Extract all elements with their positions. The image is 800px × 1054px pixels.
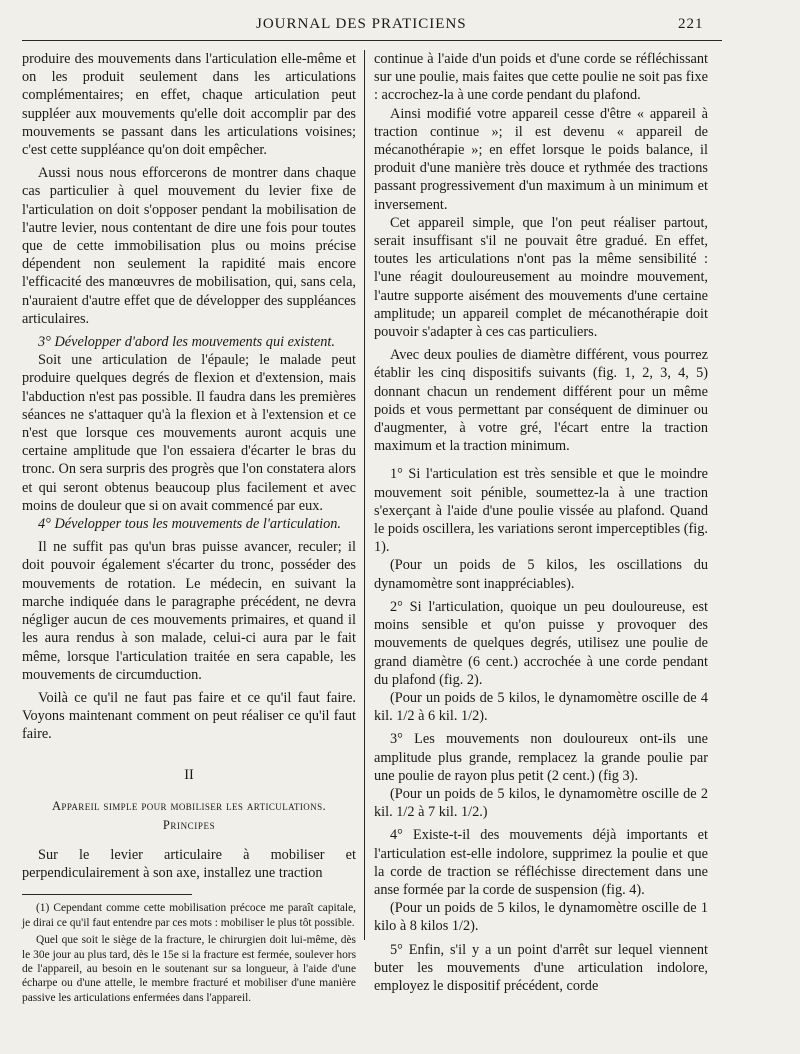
paragraph: Cet appareil simple, que l'on peut réaliser partout, serait insuffisant s'il ne pouvait être gradué. En effet, toutes les articulations n'ont pas la même sensibilité : l'une réagit douloureusement au moindre mouvement, l'autre supporte aisément des mouvements d'une certaine amplitude; un appareil complet de mécanothérapie doit pouvoir s'adapter à ces cas particuliers.	[374, 214, 708, 341]
section-title: Appareil simple pour mobiliser les articulations.	[51, 798, 327, 813]
paragraph: continue à l'aide d'un poids et d'une corde se réfléchissant sur une poulie, mais faites que cette poulie ne soit pas fixe : accrochez-la à une corde pendant du plafond.	[374, 51, 708, 104]
header-rule	[22, 40, 722, 41]
paragraph: Il ne suffit pas qu'un bras puisse avancer, reculer; il doit pouvoir également s'écarter du tronc, posséder des mouvements de rotation. Le médecin, en suivant la marche indiquée dans le paragraphe précédent, ne devra négliger aucun de ces mouvements primaires, et quand il les aura rendus à son malade, celui-ci aura par le fait même, lorsque l'articulation traitée en sera capable, les mouvements de circumduction.	[22, 539, 356, 683]
list-item: 3° Les mouvements non douloureux ont-ils une amplitude plus grande, remplacez la grande poulie par une poulie de rayon plus petit (2 cent.) (fig 3).	[374, 731, 708, 784]
paragraph: (Pour un poids de 5 kilos, le dynamomètre oscille de 2 kil. 1/2 à 7 kil. 1/2.)	[374, 785, 708, 821]
subheading-4	[22, 515, 356, 533]
running-title: JOURNAL DES PRATICIENS	[256, 16, 467, 32]
section-number: II	[184, 766, 194, 783]
section-subtitle: Principes	[162, 817, 216, 832]
subheading-text: 4° Développer tous les mouvements de l'articulation.	[38, 516, 341, 533]
paragraph: produire des mouvements dans l'articulation elle-même et on les produit seulement dans les articulations complémentaires; en effet, chaque articulation peut suppléer aux mouvements qu'elle doit accomplir par des mouvements se passant dans les articulations voisines; c'est cette suppléance qu'on doit empêcher.	[22, 51, 356, 159]
list-item: 1° Si l'articulation est très sensible et que le moindre mouvement soit pénible, soumettez-la à une traction s'exerçant à l'aide d'une poulie vissée au plafond. Quand le poids oscillera, les variations seront imperceptibles (fig. 1).	[374, 466, 708, 556]
list-item: 4° Existe-t-il des mouvements déjà importants et l'articulation est-elle indolore, supprimez la poulie et que la corde de traction se réfléchisse directement dans une anse formée par la corde de suspension (fig. 4).	[374, 827, 708, 898]
paragraph: (Pour un poids de 5 kilos, le dynamomètre oscille de 1 kilo à 8 kilos 1/2).	[374, 900, 708, 935]
paragraph: Sur le levier articulaire à mobiliser et perpendiculairement à son axe, installez une traction	[22, 846, 356, 882]
page-number: 221	[678, 16, 704, 32]
list-item: 2° Si l'articulation, quoique un peu douloureuse, est moins sensible et qu'on puisse y provoquer des mouvements de quelques degrés, utilisez une poulie de grand diamètre (6 cent.) accrochée à une corde pendant du plafond (fig. 2).	[374, 598, 708, 688]
left-column	[22, 50, 356, 1005]
column-divider	[364, 50, 365, 940]
paragraph: (Pour un poids de 5 kilos, les oscillations du dynamomètre sont inappréciables).	[374, 557, 708, 592]
paragraph: Avec deux poulies de diamètre différent, vous pourrez établir les cinq dispositifs suivants (fig. 1, 2, 3, 4, 5) donnant chacun un rendement différent pour un même poids et vous permettant par conséquent de diminuer ou d'augmenter, à votre gré, l'écart entre la traction maximum et la traction minimum.	[374, 347, 708, 455]
paragraph: Ainsi modifié votre appareil cesse d'être « appareil à traction continue »; il est devenu « appareil de mécanothérapie »; en effet lorsque le poids balance, il produit d'une manière très douce et rythmée des tractions passant progressivement d'un maximum à un minimum et inversement.	[374, 105, 708, 213]
right-column	[374, 50, 708, 995]
footnote-rule	[22, 894, 192, 895]
list-item: 5° Enfin, s'il y a un point d'arrêt sur lequel viennent buter les mouvements d'une articulation indolore, employez le dispositif précédent, corde	[374, 941, 708, 994]
footnote: (1) Cependant comme cette mobilisation précoce me paraît capitale, je dirai ce qu'il faut entendre par ces mots : mobiliser le plus tôt possible.	[22, 902, 356, 929]
paragraph: Soit une articulation de l'épaule; le malade peut produire quelques degrés de flexion et d'extension, mais l'abduction n'est pas possible. Il faudra dans les premières séances ne s'attaquer qu'à la flexion et à l'extension et ce n'est que lorsque ces mouvements auront acquis une certaine amplitude que l'on essaiera d'écarter le bras du tronc. On sera surpris des progrès que l'on constatera alors et qui seront obtenus beaucoup plus facilement et avec moins de douleur que si on avait commencé par eux.	[22, 352, 356, 514]
footnote: Quel que soit le siège de la fracture, le chirurgien doit lui-même, dès le 30e jour au plus tard, dès le 15e si la fracture est fermée, soulever hors de l'appareil, au besoin en le soutenant sur sa longueur, à l'aide d'une écharpe ou d'une attelle, le membre fracturé et mobiliser d'une manière passive les articulations enfermées dans l'appareil.	[22, 934, 356, 1004]
paragraph: (Pour un poids de 5 kilos, le dynamomètre oscille de 4 kil. 1/2 à 6 kil. 1/2).	[374, 689, 708, 725]
subheading-3	[22, 333, 356, 351]
running-head	[22, 14, 722, 38]
footnotes	[22, 901, 356, 1005]
paragraph: Voilà ce qu'il ne faut pas faire et ce qu'il faut faire. Voyons maintenant comment on peut réaliser ce qu'il faut faire.	[22, 689, 356, 743]
paragraph: Aussi nous nous efforcerons de montrer dans chaque cas particulier à quel mouvement du levier fixe de l'articulation on doit s'opposer pendant la mobilisation de l'autre levier, nous contentant de dire une fois pour toutes que de cette immobilisation plus ou moins précise dépendent non seulement la rapidité mais encore l'efficacité des manœuvres de mobilisation, qui, sans cela, n'auraient d'autre effet que de développer des suppléances articulaires.	[22, 165, 356, 327]
subheading-text: 3° Développer d'abord les mouvements qui existent.	[38, 334, 335, 351]
